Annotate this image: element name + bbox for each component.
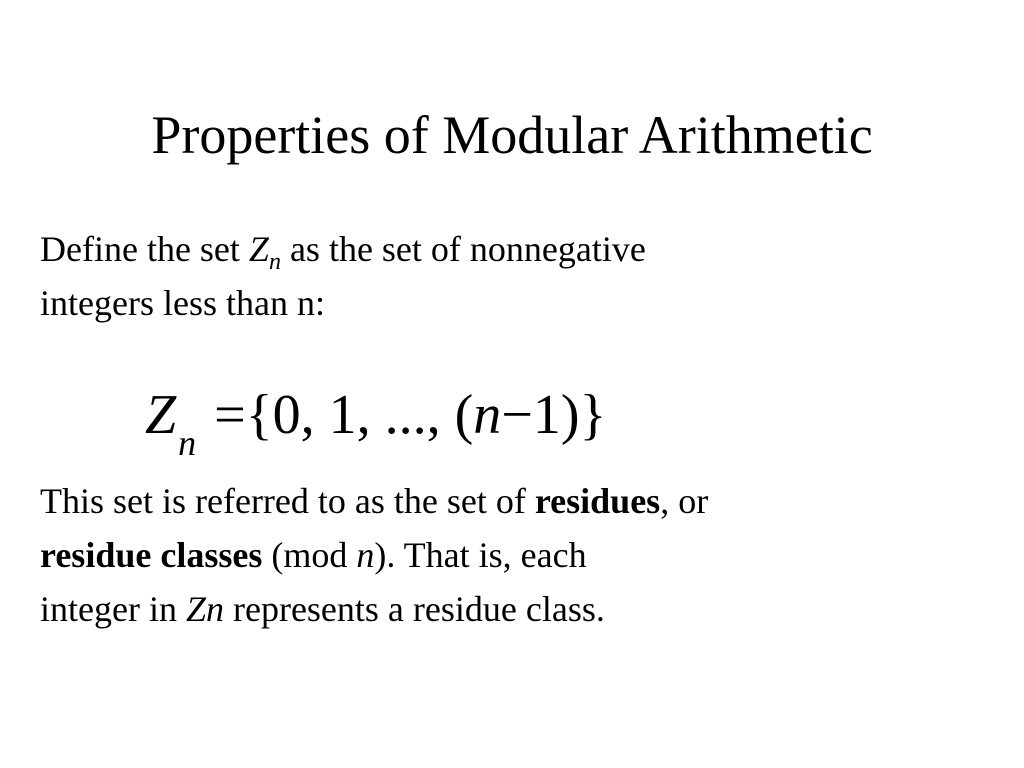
residues-line-1 [40, 474, 960, 528]
formula-minus: − [501, 384, 533, 446]
definition-line-2: integers less than n: [40, 283, 325, 323]
zn-symbol: Zn [185, 589, 224, 629]
residues-text-6: represents a residue class. [223, 589, 605, 629]
residues-text-5: integer in [40, 589, 186, 629]
residues-text-3: (mod [262, 535, 357, 575]
definition-text-2: as the set of nonnegative [280, 229, 646, 269]
set-symbol-z: Z [248, 229, 269, 269]
residues-text-2: , or [660, 481, 709, 521]
residues-line-2 [40, 528, 960, 582]
set-symbol-subscript: n [268, 249, 281, 275]
formula-subscript-n: n [178, 423, 197, 463]
residues-paragraph [40, 474, 960, 636]
definition-paragraph [40, 222, 940, 330]
set-formula [145, 380, 607, 463]
formula-equals: = [214, 384, 246, 446]
formula-var-n: n [473, 384, 502, 446]
slide-title: Properties of Modular Arithmetic [151, 105, 873, 165]
residues-line-3 [40, 582, 960, 636]
definition-line-1 [40, 222, 940, 276]
mod-n: n [356, 535, 375, 575]
residues-text-1: This set is referred to as the set of [40, 481, 535, 521]
formula-close: 1)} [532, 384, 607, 446]
formula-z: Z [145, 384, 177, 446]
residue-classes-term: residue classes [40, 535, 263, 575]
residues-text-4: ). That is, each [374, 535, 587, 575]
residues-term: residues [534, 481, 661, 521]
definition-text-1: Define the set [40, 229, 249, 269]
formula-open: {0, 1, ..., ( [245, 384, 474, 446]
